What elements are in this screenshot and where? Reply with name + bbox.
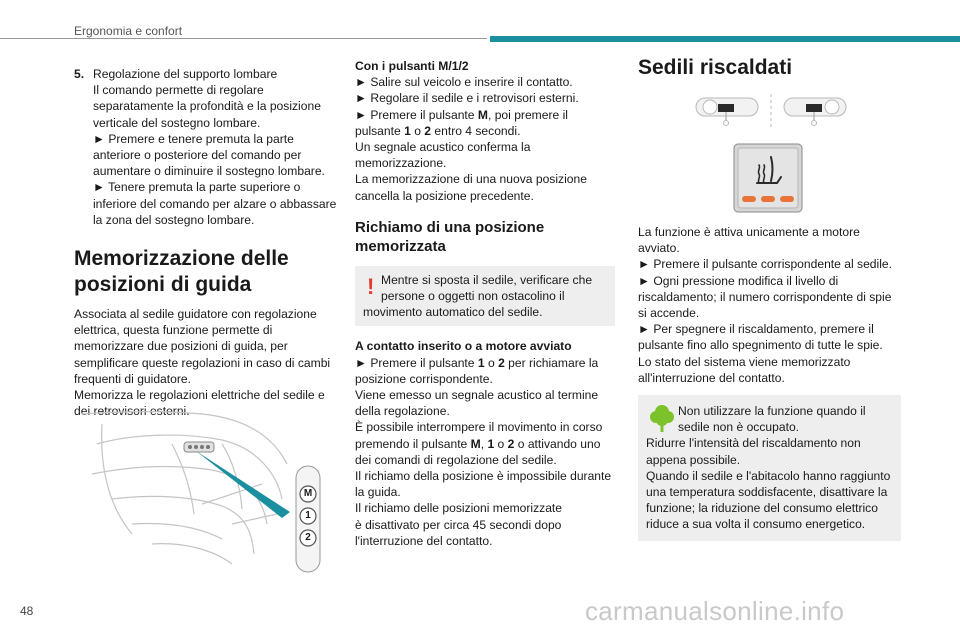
item-5-line: inferiore del comando per alzare o abbassare: [93, 196, 337, 211]
text-line: la guida.: [355, 485, 401, 500]
subheading-contact: A contatto inserito o a motore avviato: [355, 339, 572, 354]
step-line: ► Regolare il sedile e i retrovisori esterni.: [355, 91, 579, 106]
column-2: [355, 58, 615, 549]
recall-heading-line1: Richiamo di una posizione: [355, 218, 545, 236]
text-line: Il richiamo delle posizioni memorizzate: [355, 501, 563, 516]
intro-line: Memorizza le regolazioni elettriche del sedile e: [74, 388, 325, 403]
text-line: avviato.: [638, 241, 680, 256]
item-5-line: Il comando permette di regolare: [93, 83, 264, 98]
column-3: [638, 224, 908, 541]
item-5-line: ► Premere e tenere premuta la parte: [93, 131, 294, 146]
intro-line: frequenti di guidatore.: [74, 371, 191, 386]
seat-memory-figure: [72, 404, 334, 579]
step-line: ► Salire sul veicolo e inserire il contatto.: [355, 75, 573, 90]
intro-line: memorizzare due posizioni di guida, per: [74, 339, 288, 354]
step-line: ► Premere il pulsante M, poi premere il: [355, 107, 568, 122]
item-5: [74, 66, 344, 228]
eco-line: Non utilizzare la funzione quando il: [678, 404, 866, 419]
steering-wheel-icon: [696, 98, 758, 126]
header-divider: [0, 38, 487, 39]
item-5-line: la zona del sostegno lombare.: [93, 212, 255, 227]
text-line: La funzione è attiva unicamente a motore: [638, 225, 860, 239]
section-title: Ergonomia e confort: [74, 24, 183, 38]
memory-button-2: 2: [305, 532, 311, 543]
eco-line: Quando il sedile e l'abitacolo hanno raggiunto: [646, 468, 891, 483]
warning-line: movimento automatico del sedile.: [363, 305, 543, 320]
text-line: Lo stato del sistema viene memorizzato: [638, 354, 851, 369]
text-line: posizione corrispondente.: [355, 371, 493, 386]
eco-line: una temperatura soddisfacente, disattivare la: [646, 485, 888, 500]
eco-line: appena possibile.: [646, 452, 741, 467]
warning-box: [355, 266, 615, 327]
subheading-buttons: Con i pulsanti M/1/2: [355, 59, 469, 73]
item-5-title: Regolazione del supporto lombare: [93, 67, 278, 81]
text-line: riscaldamento; il numero corrispondente di spie: [638, 289, 892, 304]
memory-button-m: M: [303, 488, 313, 499]
text-line: Viene emesso un segnale acustico al termine: [355, 388, 599, 403]
callout-pointer: [196, 451, 290, 518]
text-line: si accende.: [638, 306, 700, 321]
item-5-number: 5.: [74, 67, 85, 81]
eco-line: Ridurre l'intensità del riscaldamento non: [646, 436, 861, 451]
column-1: [74, 66, 344, 419]
text-line: dei comandi di regolazione del sedile.: [355, 452, 557, 467]
intro-line: Associata al sedile guidatore con regolazione: [74, 307, 317, 322]
item-5-line: aumentare o diminuire il sostegno lombare.: [93, 164, 325, 179]
steering-wheel-icon: [784, 98, 846, 126]
recall-heading-line2: memorizzata: [355, 237, 446, 255]
intro-line: semplificare queste regolazioni in caso di cambi: [74, 355, 331, 370]
warning-line: Mentre si sposta il sedile, verificare che: [381, 272, 593, 287]
step-line: pulsante 1 o 2 entro 4 secondi.: [355, 123, 521, 138]
text-line: Un segnale acustico conferma la: [355, 140, 531, 155]
steering-figures: [690, 92, 856, 130]
memory-button-1: 1: [305, 510, 311, 521]
text-line: ► Premere il pulsante corrispondente al sedile.: [638, 257, 892, 272]
eco-line: sedile non è occupato.: [678, 420, 800, 435]
text-line: È possibile interrompere il movimento in corso: [355, 420, 603, 435]
memory-heading-line1: Memorizzazione delle: [74, 247, 289, 271]
text-line: è disattivato per circa 45 secondi dopo: [355, 517, 562, 532]
text-line: ► Per spegnere il riscaldamento, premere il: [638, 322, 874, 337]
intro-line: dei retrovisori esterni.: [74, 404, 190, 419]
warning-line: persone o oggetti non ostacolino il: [381, 289, 565, 304]
text-line: della regolazione.: [355, 404, 450, 419]
seat-heating-button: [733, 143, 803, 213]
heated-seats-heading: Sedili riscaldati: [638, 56, 793, 79]
text-line: pulsante fino allo spegnimento di tutte le spie.: [638, 338, 883, 353]
text-line: all'interruzione del contatto.: [638, 370, 785, 385]
text-line: premendo il pulsante M, 1 o 2 o attivando uno: [355, 436, 601, 451]
memory-heading-line2: posizioni di guida: [74, 273, 252, 297]
seat-illustration: [72, 404, 334, 579]
page-number: 48: [20, 604, 34, 618]
intro-line: elettrica, questa funzione permette di: [74, 323, 273, 338]
text-line: Il richiamo della posizione è impossibile durante: [355, 469, 612, 484]
watermark: carmanualsonline.info: [585, 596, 845, 626]
item-5-line: verticale del sostegno lombare.: [93, 115, 261, 130]
eco-line: riduce a sua volta il consumo energetico.: [646, 517, 866, 532]
item-5-line: anteriore o posteriore del comando per: [93, 148, 302, 163]
text-line: memorizzazione.: [355, 156, 447, 171]
text-line: cancella la posizione precedente.: [355, 188, 534, 203]
text-line: ► Ogni pressione modifica il livello di: [638, 273, 839, 288]
eco-line: funzione; la riduzione del consumo elettrico: [646, 501, 878, 516]
warning-exclamation-icon: !: [367, 273, 375, 299]
item-5-line: ► Tenere premuta la parte superiore o: [93, 180, 301, 195]
header-accent-bar: [490, 36, 960, 42]
text-line: La memorizzazione di una nuova posizione: [355, 172, 587, 187]
memory-switch: [184, 442, 214, 452]
eco-tip-box: [638, 395, 901, 541]
text-line: l'interruzione del contatto.: [355, 533, 493, 548]
eco-tree-icon: [649, 403, 675, 433]
item-5-line: separatamente la profondità e la posizione: [93, 99, 321, 114]
step-line: ► Premere il pulsante 1 o 2 per richiamare la: [355, 355, 599, 370]
